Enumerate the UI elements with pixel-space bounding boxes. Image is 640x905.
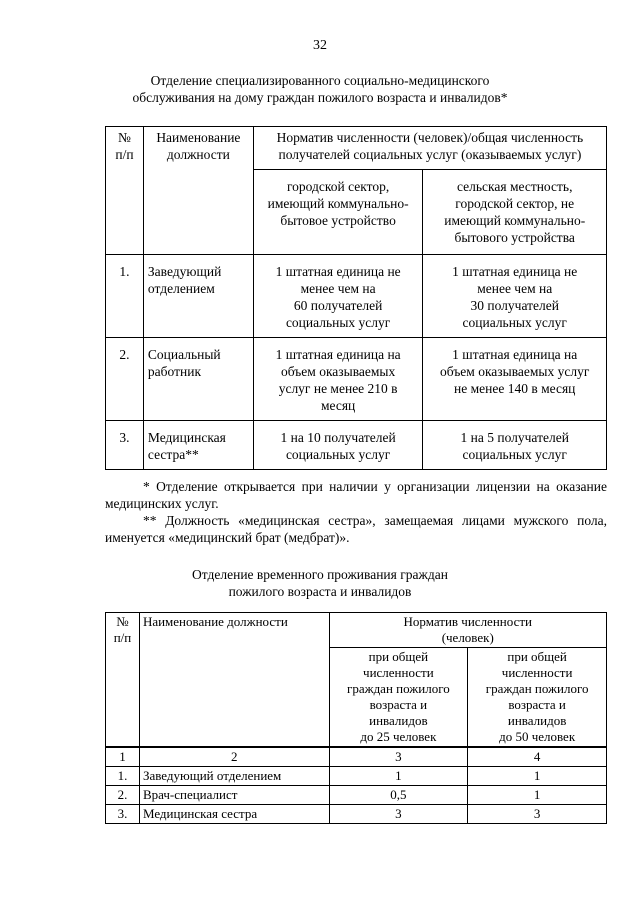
table-header-row xyxy=(106,613,607,648)
header-name: Наименование должности xyxy=(143,127,253,255)
section2-table xyxy=(105,612,607,824)
table-row: 2. Врач-специалист 0,5 1 xyxy=(106,786,607,805)
footnote-2: ** Должность «медицинская сестра», замещаемая лицами мужского пола, именуется «медицинский брат (медбрат)». xyxy=(105,513,607,545)
header-name: Наименование должности xyxy=(139,613,329,748)
section1-table xyxy=(105,126,607,470)
header-norm: Норматив численности (человек) xyxy=(329,613,607,648)
page-number: 32 xyxy=(313,38,327,53)
header-urban: городской сектор, имеющий коммунально- бытовое устройство xyxy=(253,170,423,255)
footnotes xyxy=(105,478,607,546)
header-rural: сельская местность, городской сектор, не имеющий коммунально- бытового устройства xyxy=(423,170,607,255)
section2-title: Отделение временного проживания граждан пожилого возраста и инвалидов xyxy=(192,567,448,599)
section1-title: Отделение специализированного социально-медицинского обслуживания на дому граждан пожилого возраста и инвалидов* xyxy=(132,73,508,105)
footnote-1: * Отделение открывается при наличии у организации лицензии на оказание медицинских услуг. xyxy=(105,479,607,511)
header-num: № п/п xyxy=(106,613,140,748)
header-up-to-25: при общей численности граждан пожилого возраста и инвалидов до 25 человек xyxy=(329,648,468,748)
header-up-to-50: при общей численности граждан пожилого возраста и инвалидов до 50 человек xyxy=(468,648,607,748)
table-row: 2. Социальный работник 1 штатная единица на объем оказываемых услуг не менее 210 в месяц 1 штатная единица на объем оказываемых услуг не менее 140 в месяц xyxy=(106,338,607,421)
table-row: 3. Медицинская сестра** 1 на 10 получателей социальных услуг 1 на 5 получателей социальных услуг xyxy=(106,421,607,470)
table-header-row xyxy=(106,127,607,170)
table-row: 3. Медицинская сестра 3 3 xyxy=(106,805,607,824)
table-row: 1. Заведующий отделением 1 штатная единица не менее чем на 60 получателей социальных услуг 1 штатная единица не менее чем на 30 получателей социальных услуг xyxy=(106,255,607,338)
header-num: № п/п xyxy=(106,127,144,255)
column-number-row: 1 2 3 4 xyxy=(106,747,607,767)
header-norm: Норматив численности (человек)/общая численность получателей социальных услуг (оказываемых услуг) xyxy=(253,127,606,170)
table-row: 1. Заведующий отделением 1 1 xyxy=(106,767,607,786)
